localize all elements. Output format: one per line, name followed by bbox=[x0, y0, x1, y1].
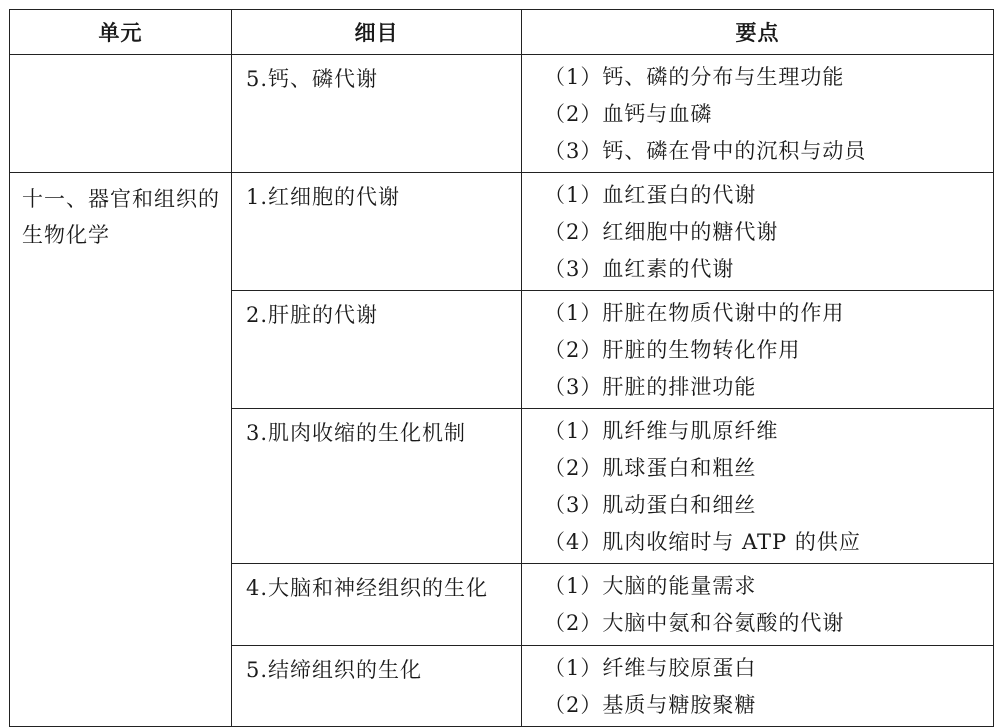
unit-cell-empty bbox=[10, 55, 232, 173]
item-label: 3.肌肉收缩的生化机制 bbox=[246, 421, 467, 445]
point-item: （1）纤维与胶原蛋白 bbox=[544, 656, 757, 680]
point-item: （2）肝脏的生物转化作用 bbox=[544, 338, 801, 362]
syllabus-table bbox=[9, 9, 994, 727]
point-item: （2）红细胞中的糖代谢 bbox=[544, 220, 779, 244]
point-item: （2）血钙与血磷 bbox=[544, 102, 713, 126]
unit-label: 十一、器官和组织的生物化学 bbox=[22, 187, 220, 247]
header-row bbox=[10, 10, 994, 55]
item-label: 2.肝脏的代谢 bbox=[246, 303, 379, 327]
point-item: （3）钙、磷在骨中的沉积与动员 bbox=[544, 139, 867, 163]
item-cell bbox=[232, 173, 522, 291]
point-item: （3）肝脏的排泄功能 bbox=[544, 375, 757, 399]
header-item: 细目 bbox=[232, 10, 522, 55]
points-cell bbox=[522, 173, 994, 291]
point-item: （2）基质与糖胺聚糖 bbox=[544, 693, 757, 717]
points-cell bbox=[522, 291, 994, 409]
point-item: （1）血红蛋白的代谢 bbox=[544, 183, 757, 207]
header-points: 要点 bbox=[522, 10, 994, 55]
point-item: （4）肌肉收缩时与 ATP 的供应 bbox=[544, 530, 861, 554]
header-unit: 单元 bbox=[10, 10, 232, 55]
point-item: （1）肝脏在物质代谢中的作用 bbox=[544, 301, 845, 325]
item-cell bbox=[232, 291, 522, 409]
points-cell bbox=[522, 646, 994, 727]
item-label: 5.结缔组织的生化 bbox=[246, 658, 423, 682]
point-item: （2）肌球蛋白和粗丝 bbox=[544, 456, 757, 480]
point-item: （1）大脑的能量需求 bbox=[544, 574, 757, 598]
item-cell bbox=[232, 409, 522, 564]
item-cell bbox=[232, 564, 522, 646]
points-cell bbox=[522, 564, 994, 646]
item-label: 5.钙、磷代谢 bbox=[246, 67, 379, 91]
point-item: （3）血红素的代谢 bbox=[544, 257, 735, 281]
point-item: （3）肌动蛋白和细丝 bbox=[544, 493, 757, 517]
point-item: （1）钙、磷的分布与生理功能 bbox=[544, 65, 845, 89]
points-cell bbox=[522, 55, 994, 173]
points-cell bbox=[522, 409, 994, 564]
table-row bbox=[10, 55, 994, 173]
point-item: （1）肌纤维与肌原纤维 bbox=[544, 419, 779, 443]
table-row bbox=[10, 173, 994, 291]
item-cell bbox=[232, 646, 522, 727]
item-label: 4.大脑和神经组织的生化 bbox=[246, 576, 489, 600]
point-item: （2）大脑中氨和谷氨酸的代谢 bbox=[544, 611, 845, 635]
item-cell bbox=[232, 55, 522, 173]
unit-cell bbox=[10, 173, 232, 727]
item-label: 1.红细胞的代谢 bbox=[246, 185, 401, 209]
